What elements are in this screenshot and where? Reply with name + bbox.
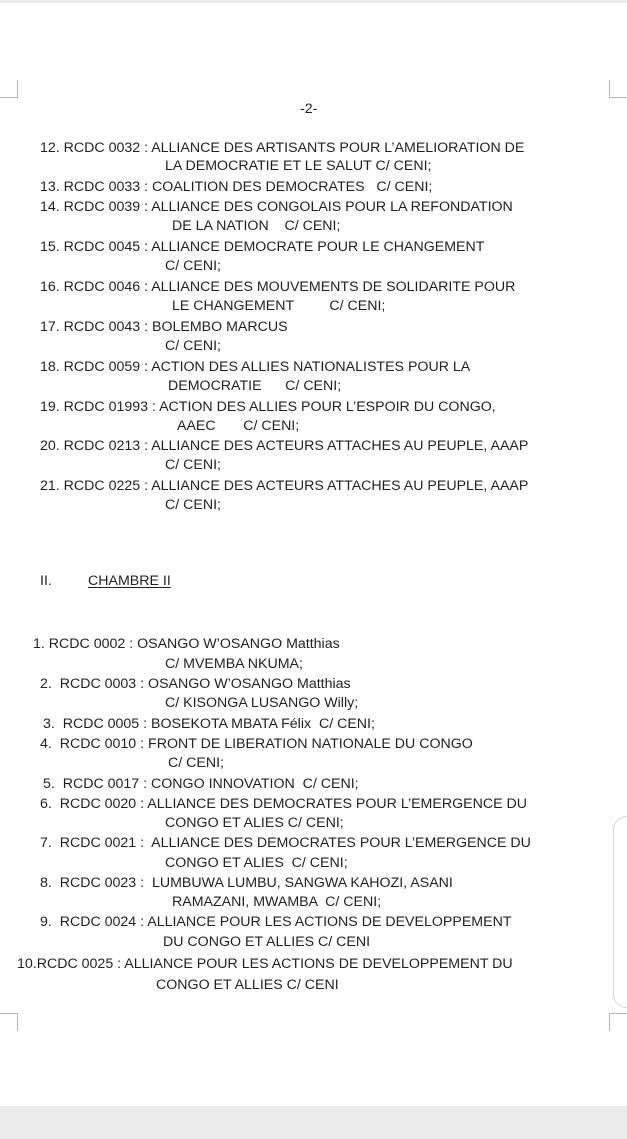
entry-line-continued: C/ CENI; xyxy=(165,338,221,354)
entry-line-continued: CONGO ET ALIES C/ CENI; xyxy=(165,855,348,871)
margin-mark-bottom-right xyxy=(609,1013,627,1031)
entry-line-continued: LE CHANGEMENT C/ CENI; xyxy=(172,298,386,314)
entry-line: 4. RCDC 0010 : FRONT DE LIBERATION NATIONALE DU CONGO xyxy=(40,736,473,752)
entry-line: 21. RCDC 0225 : ALLIANCE DES ACTEURS ATTACHES AU PEUPLE, AAAP xyxy=(40,478,529,494)
entry-line-continued: DE LA NATION C/ CENI; xyxy=(172,218,341,234)
entry-line: 12. RCDC 0032 : ALLIANCE DES ARTISANTS POUR L’AMELIORATION DE xyxy=(40,140,525,156)
entry-line: 17. RCDC 0043 : BOLEMBO MARCUS xyxy=(40,319,288,335)
side-panel-handle[interactable] xyxy=(613,816,627,1008)
entry-line: 5. RCDC 0017 : CONGO INNOVATION C/ CENI; xyxy=(43,776,359,792)
entry-line-continued: CONGO ET ALLIES C/ CENI xyxy=(156,977,339,993)
entry-line-continued: C/ KISONGA LUSANGO Willy; xyxy=(165,695,359,711)
margin-mark-top-right xyxy=(609,80,627,98)
entry-line-continued: C/ CENI; xyxy=(168,755,224,771)
margin-mark-bottom-left xyxy=(0,1013,18,1031)
entry-line: 13. RCDC 0033 : COALITION DES DEMOCRATES C/ CENI; xyxy=(40,179,433,195)
entry-line-continued: CONGO ET ALIES C/ CENI; xyxy=(165,815,344,831)
margin-mark-top-left xyxy=(0,80,18,98)
section-title: CHAMBRE II xyxy=(88,573,171,589)
entry-line: 10.RCDC 0025 : ALLIANCE POUR LES ACTIONS DE DEVELOPPEMENT DU xyxy=(17,956,513,972)
entry-line: 14. RCDC 0039 : ALLIANCE DES CONGOLAIS POUR LA REFONDATION xyxy=(40,199,513,215)
entry-line-continued: DU CONGO ET ALLIES C/ CENI xyxy=(163,934,371,950)
entry-line: 16. RCDC 0046 : ALLIANCE DES MOUVEMENTS DE SOLIDARITE POUR xyxy=(40,279,516,295)
entry-line-continued: AAEC C/ CENI; xyxy=(177,418,300,434)
document-page xyxy=(0,3,627,1106)
entry-line: 8. RCDC 0023 : LUMBUWA LUMBU, SANGWA KAHOZI, ASANI xyxy=(40,875,453,891)
entry-line-continued: C/ CENI; xyxy=(165,497,221,513)
page-number: -2- xyxy=(300,101,318,117)
entry-line-continued: LA DEMOCRATIE ET LE SALUT C/ CENI; xyxy=(165,158,432,174)
entry-line: 9. RCDC 0024 : ALLIANCE POUR LES ACTIONS DE DEVELOPPEMENT xyxy=(40,914,512,930)
entry-line: 18. RCDC 0059 : ACTION DES ALLIES NATIONALISTES POUR LA xyxy=(40,359,471,375)
entry-line: 19. RCDC 01993 : ACTION DES ALLIES POUR L’ESPOIR DU CONGO, xyxy=(40,399,496,415)
section-number: II. xyxy=(40,573,52,589)
entry-line: 6. RCDC 0020 : ALLIANCE DES DEMOCRATES POUR L’EMERGENCE DU xyxy=(40,796,527,812)
entry-line-continued: C/ MVEMBA NKUMA; xyxy=(165,656,303,672)
entry-line-continued: RAMAZANI, MWAMBA C/ CENI; xyxy=(172,894,382,910)
entry-line: 20. RCDC 0213 : ALLIANCE DES ACTEURS ATTACHES AU PEUPLE, AAAP xyxy=(40,438,529,454)
entry-line-continued: DEMOCRATIE C/ CENI; xyxy=(168,378,342,394)
entry-line: 15. RCDC 0045 : ALLIANCE DEMOCRATE POUR LE CHANGEMENT xyxy=(40,239,485,255)
entry-line-continued: C/ CENI; xyxy=(165,457,221,473)
entry-line: 1. RCDC 0002 : OSANGO W’OSANGO Matthias xyxy=(33,636,340,652)
entry-line: 2. RCDC 0003 : OSANGO W’OSANGO Matthias xyxy=(40,676,351,692)
entry-line-continued: C/ CENI; xyxy=(165,258,221,274)
entry-line: 3. RCDC 0005 : BOSEKOTA MBATA Félix C/ CENI; xyxy=(43,716,375,732)
entry-line: 7. RCDC 0021 : ALLIANCE DES DEMOCRATES POUR L’EMERGENCE DU xyxy=(40,835,531,851)
